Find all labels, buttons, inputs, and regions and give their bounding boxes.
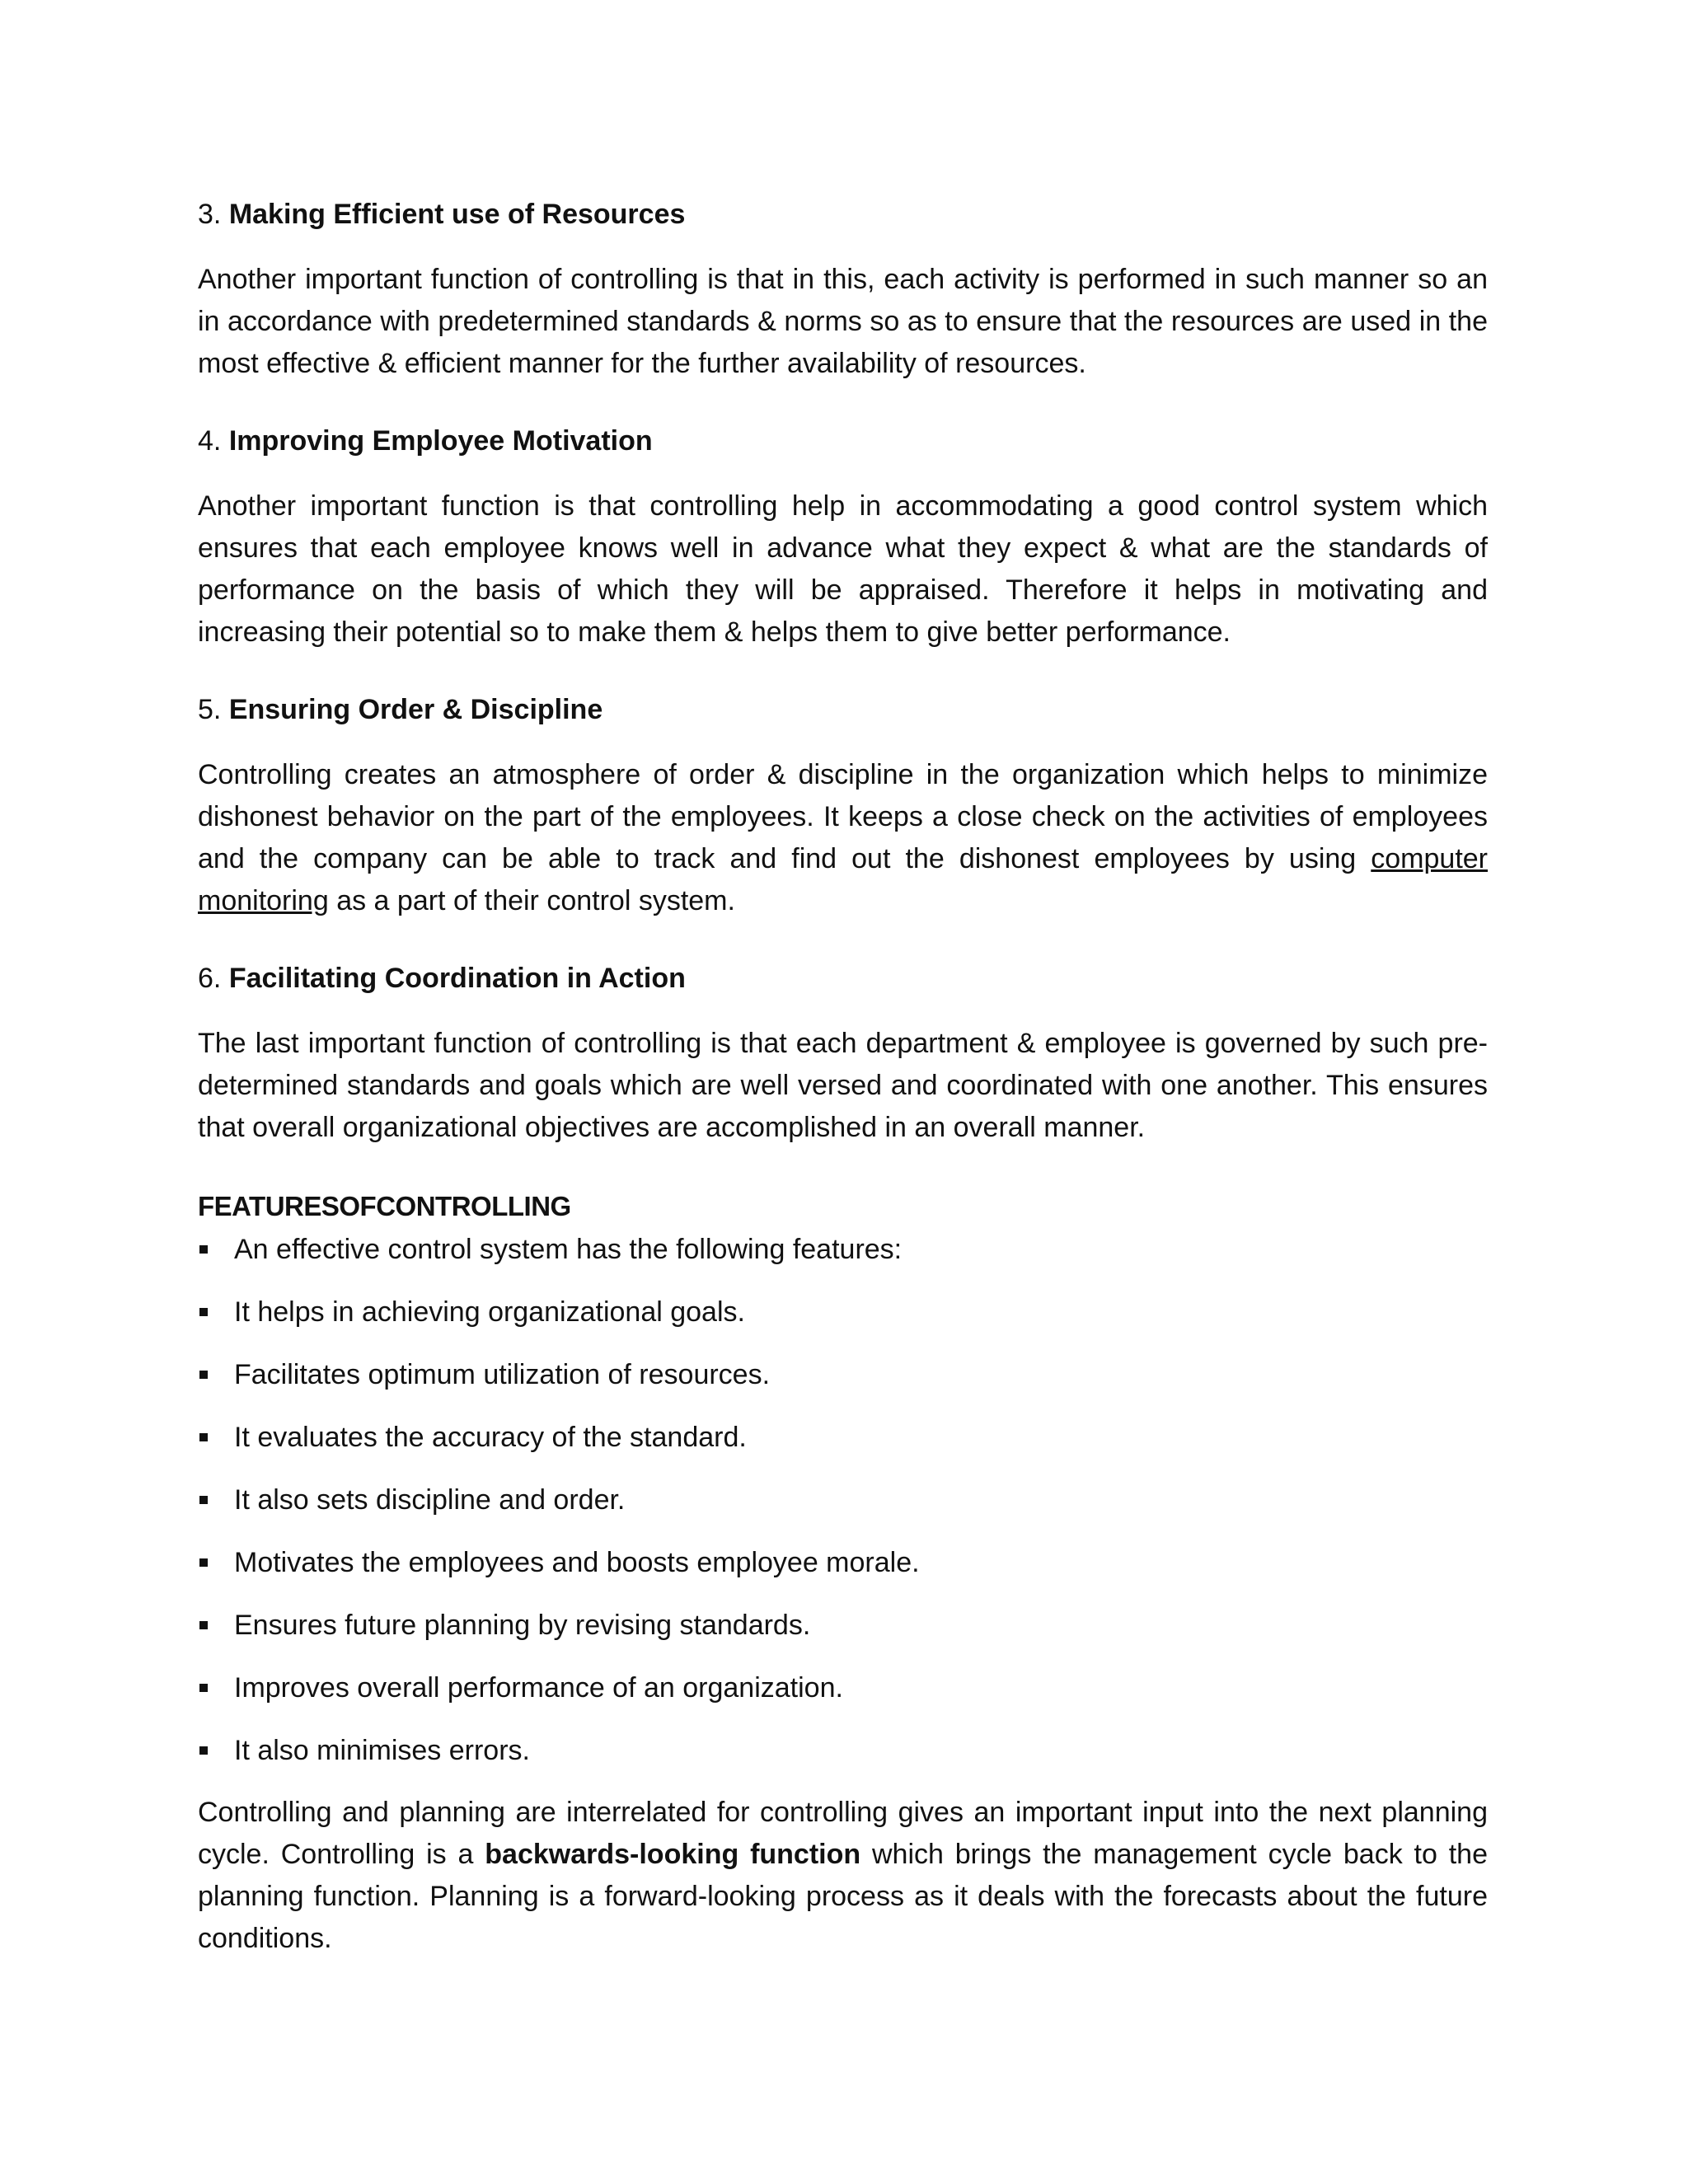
list-item xyxy=(198,1734,1488,1767)
list-item-text: It helps in achieving organizational goals. xyxy=(234,1296,745,1328)
square-bullet-icon xyxy=(199,1433,208,1441)
list-item-text: It evaluates the accuracy of the standard. xyxy=(234,1422,747,1453)
document-page xyxy=(198,198,1488,1960)
section-heading xyxy=(198,693,1488,726)
list-item-text: An effective control system has the following features: xyxy=(234,1234,903,1265)
section-body: Another important function is that controlling help in accommodating a good control system which ensures that each employee knows well in advance what they expect & what are the standards of performance on the basis of which they will be appraised. Therefore it helps in motivating and increasing their potential so to make them & helps them to give better performance. xyxy=(198,490,1488,648)
features-section xyxy=(198,1190,1488,1767)
section-number: 3. xyxy=(198,199,222,230)
square-bullet-icon xyxy=(199,1245,208,1254)
section-number: 5. xyxy=(198,694,222,725)
section-title: Improving Employee Motivation xyxy=(228,425,653,457)
computer-monitoring-link[interactable]: computer monitoring xyxy=(198,843,1488,916)
list-item xyxy=(198,1546,1488,1579)
list-item-text: Ensures future planning by revising standards. xyxy=(234,1610,811,1641)
section-heading xyxy=(198,198,1488,231)
closing-text: which brings the management cycle back to the planning function. Planning is a forward-looking process as it deals with the forecasts about the future conditions. xyxy=(198,1839,1488,1954)
section-heading xyxy=(198,424,1488,457)
section-number: 4. xyxy=(198,425,222,457)
list-item xyxy=(198,1483,1488,1516)
square-bullet-icon xyxy=(199,1746,208,1755)
section-body: Another important function of controlling is that in this, each activity is performed in such manner so an in accordance with predetermined standards & norms so as to ensure that the resources are used in the most effective & efficient manner for the further availability of resources. xyxy=(198,264,1488,379)
section-3 xyxy=(198,198,1488,385)
square-bullet-icon xyxy=(199,1496,208,1504)
features-heading: FEATURESOFCONTROLLING xyxy=(198,1191,571,1221)
section-body-text: Controlling creates an atmosphere of order & discipline in the organization which helps to minimize dishonest behavior on the part of the employees. It keeps a close check on the activities of employees and the company can be able to track and find out the dishonest employees by using xyxy=(198,759,1488,874)
section-title: Making Efficient use of Resources xyxy=(228,199,686,230)
list-item-text: Facilitates optimum utilization of resources. xyxy=(234,1359,771,1390)
list-item xyxy=(198,1421,1488,1454)
section-body: The last important function of controlling is that each department & employee is governed by such pre-determined standards and goals which are well versed and coordinated with one another. This ensures that overall organizational objectives are accomplished in an overall manner. xyxy=(198,1028,1488,1143)
section-body xyxy=(198,754,1488,922)
section-heading xyxy=(198,962,1488,995)
section-body-text: as a part of their control system. xyxy=(328,885,735,916)
closing-paragraph xyxy=(198,1792,1488,1960)
section-title: Facilitating Coordination in Action xyxy=(228,963,686,994)
square-bullet-icon xyxy=(199,1684,208,1692)
square-bullet-icon xyxy=(199,1558,208,1567)
section-4 xyxy=(198,424,1488,654)
list-item-text: It also minimises errors. xyxy=(234,1735,530,1766)
list-item xyxy=(198,1609,1488,1642)
list-item-text: Motivates the employees and boosts employee morale. xyxy=(234,1547,920,1578)
list-item xyxy=(198,1358,1488,1391)
square-bullet-icon xyxy=(199,1371,208,1379)
list-item xyxy=(198,1296,1488,1329)
closing-bold-text: backwards-looking function xyxy=(485,1839,861,1870)
features-list xyxy=(198,1233,1488,1767)
square-bullet-icon xyxy=(199,1308,208,1316)
section-number: 6. xyxy=(198,963,222,994)
section-5 xyxy=(198,693,1488,922)
closing-text: Controlling and planning are interrelated for controlling gives an important input into the next planning cycle. Controlling is a xyxy=(198,1797,1488,1870)
list-item xyxy=(198,1671,1488,1704)
section-6 xyxy=(198,962,1488,1149)
list-item xyxy=(198,1233,1488,1266)
list-item-text: It also sets discipline and order. xyxy=(234,1484,626,1516)
square-bullet-icon xyxy=(199,1621,208,1629)
section-title: Ensuring Order & Discipline xyxy=(228,694,603,725)
list-item-text: Improves overall performance of an organization. xyxy=(234,1672,843,1704)
